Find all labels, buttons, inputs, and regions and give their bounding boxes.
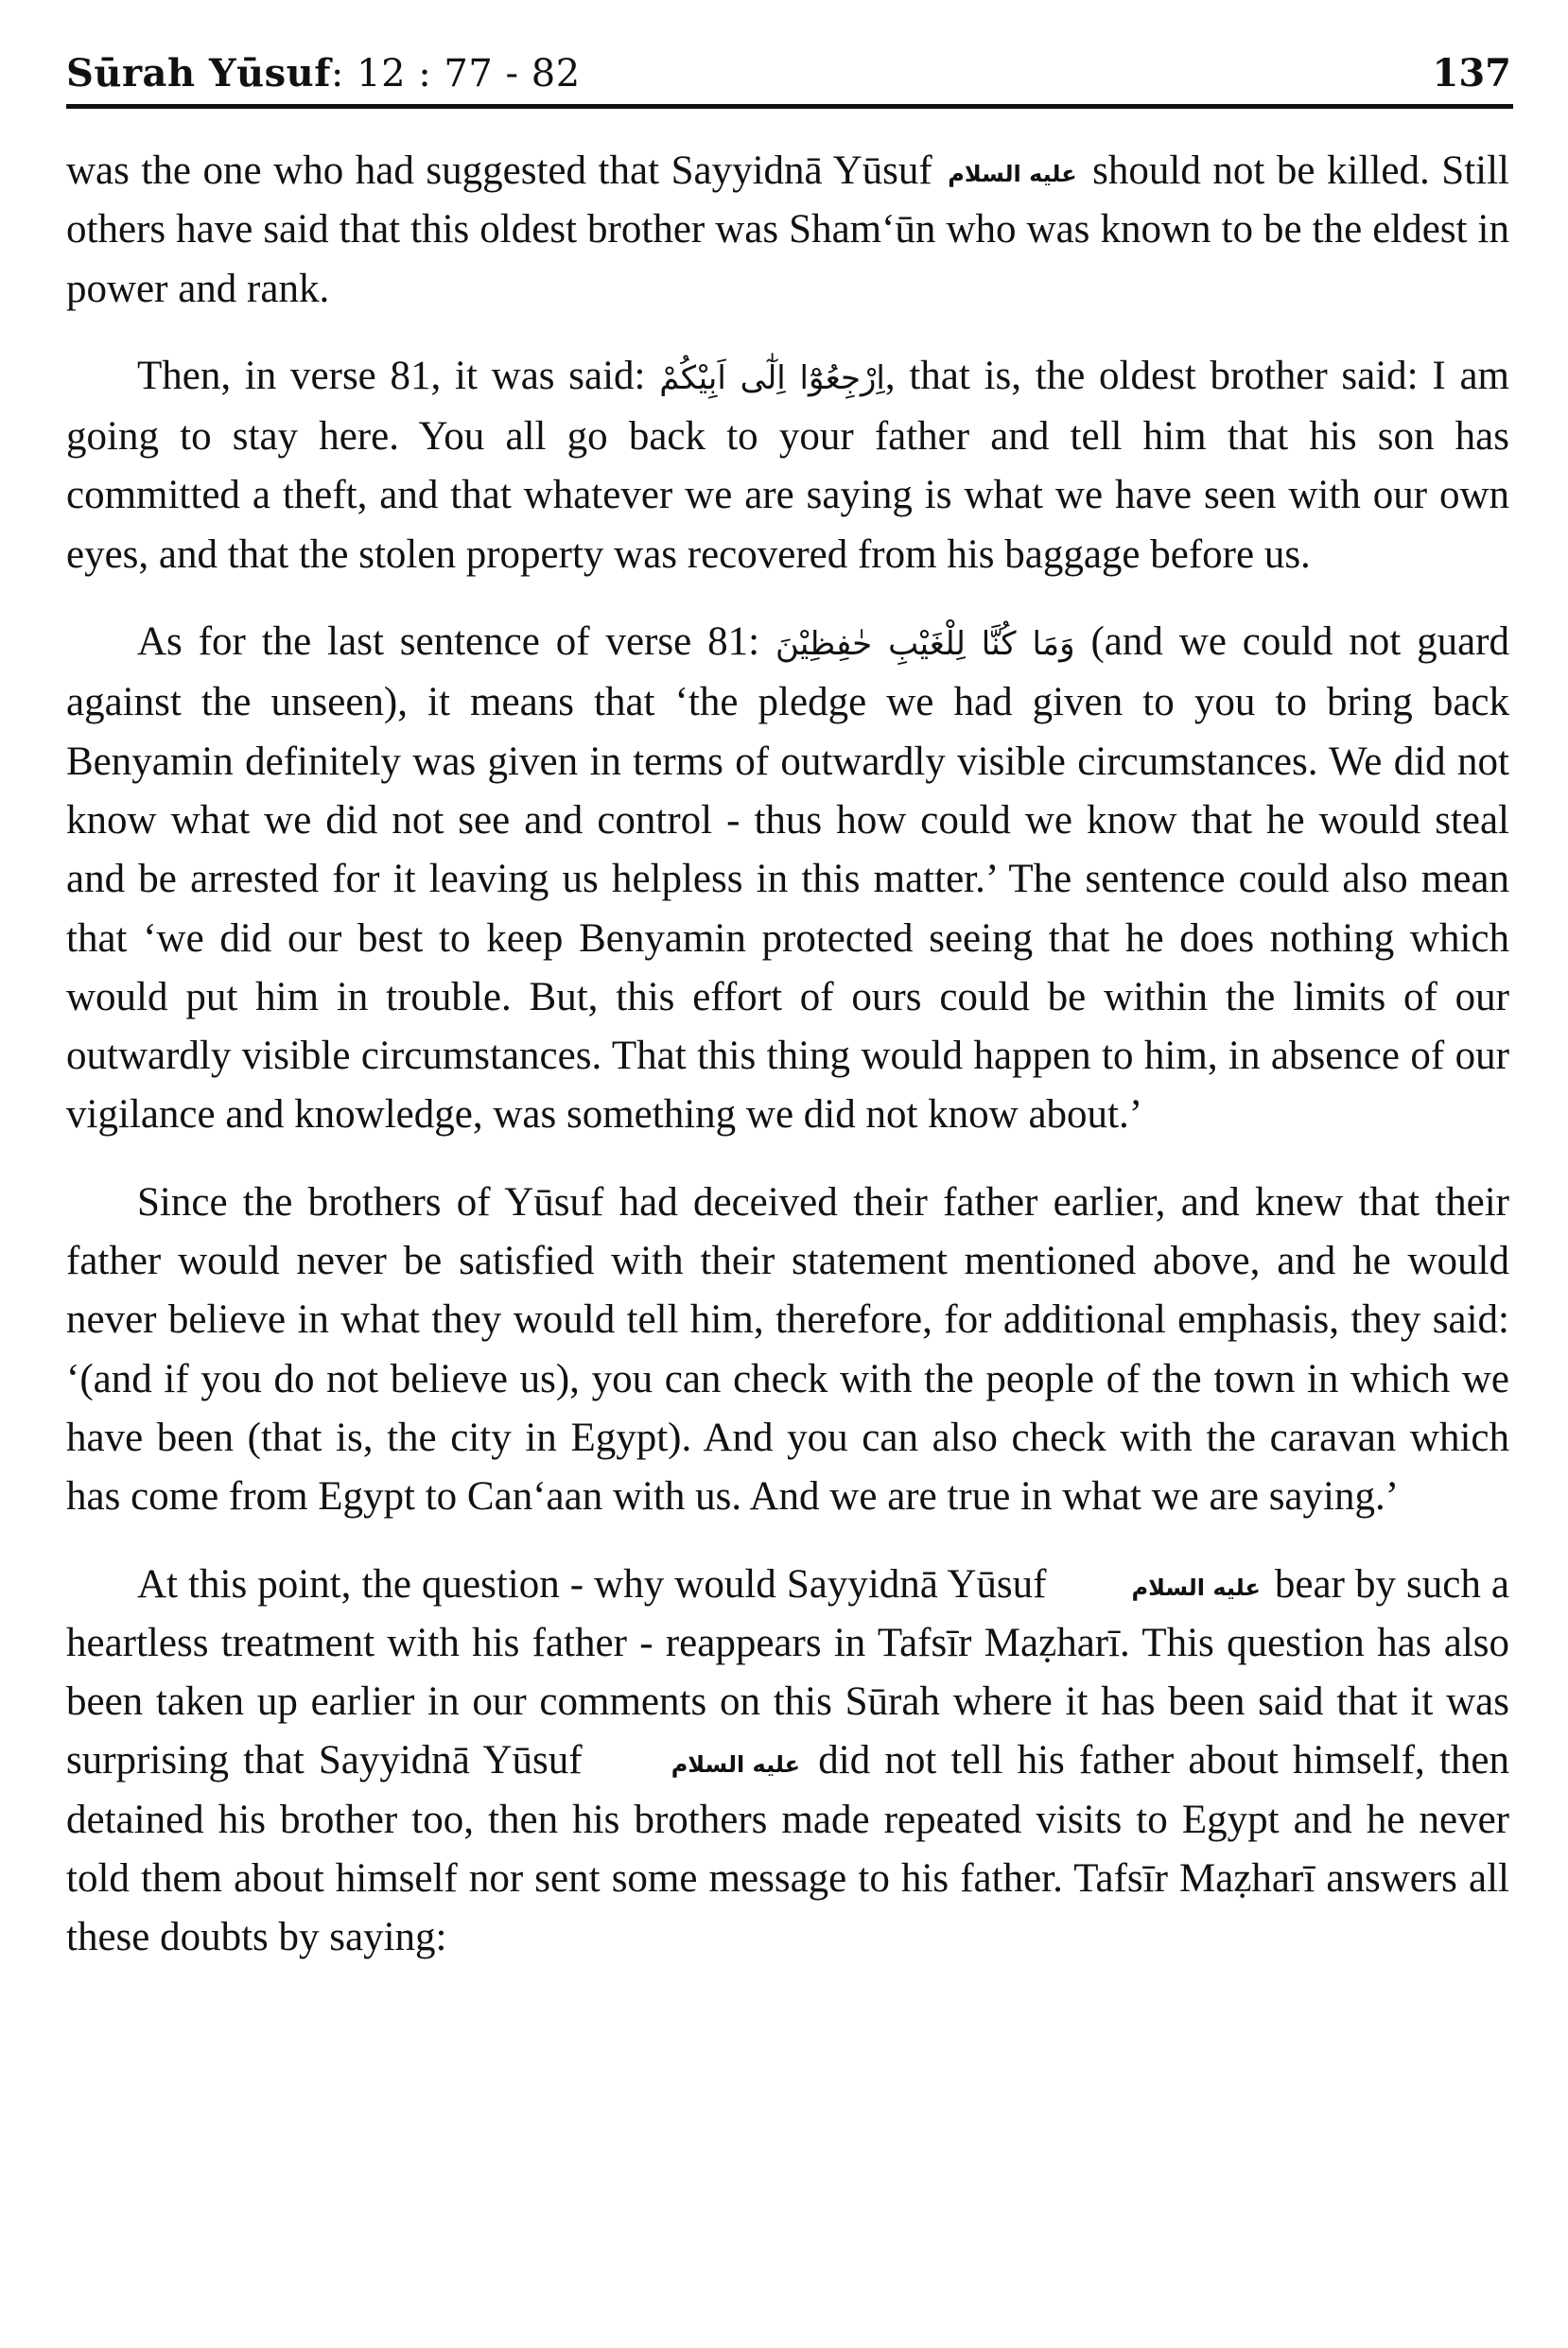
paragraph-text: should not be killed. Still others have said that this oldest brother was Sham‘ūn who was known to be the eldest in power and rank. [66, 148, 1509, 311]
page-header [66, 42, 1511, 104]
paragraph-text: At this point, the question - why would Sayyidnā Yūsuf [137, 1561, 1057, 1607]
header-rule [66, 104, 1513, 109]
surah-name: Sūrah Yūsuf [66, 51, 331, 96]
paragraph [66, 1174, 1509, 1527]
verse-reference: : 12 : 77 - 82 [330, 52, 581, 96]
paragraph [66, 613, 1509, 1145]
arabic-quotation: اِرْجِعُوْٓا اِلٰٓى اَبِيْكُمْ [659, 358, 885, 397]
body-text [66, 142, 1509, 1996]
page-number: 137 [1432, 51, 1511, 96]
honorific-glyph: عليه السلام [1131, 1574, 1261, 1601]
running-head [66, 51, 581, 96]
arabic-quotation: وَمَا كُنَّا لِلْغَيْبِ حٰفِظِيْنَ [775, 625, 1075, 664]
paragraph-text: Since the brothers of Yūsuf had deceived their father earlier, and knew that their father would never be satisfied with their statement mentioned above, and he would never believe in what they would tell him, therefore, for additional emphasis, they said: ‘(and if you do not believe us), you can check with the people of the town in which we have been (that is, the city in Egypt). And you can also check with the caravan which has come from Egypt to Can‘aan with us. And we are true in what we are saying.’ [66, 1179, 1509, 1520]
paragraph-text: did not tell his father about himself, then detained his brother too, then his brothers made repeated visits to Egypt and he never told them about himself nor sent some message to his father. Tafsīr Maẓharī answers all these doubts by saying: [66, 1738, 1509, 1960]
honorific-glyph: عليه السلام [671, 1750, 801, 1778]
paragraph-text: Then, in verse 81, it was said: [137, 353, 660, 398]
paragraph [66, 142, 1509, 319]
paragraph [66, 347, 1509, 584]
paragraph-text: was the one who had suggested that Sayyidnā Yūsuf [66, 148, 945, 193]
honorific-glyph: عليه السلام [948, 161, 1077, 188]
paragraph-text: bear by such a heartless treatment with his father - reappears in Tafsīr Maẓharī. This question has also been taken up earlier in our comments on this Sūrah where it has been said that it was surprising that Sayyidnā Yūsuf [66, 1561, 1509, 1783]
paragraph-text: , that is, the oldest brother said: I am going to stay here. You all go back to your father and tell him that his son has committed a theft, and that whatever we are saying is what we have seen with our own eyes, and that the stolen property was recovered from his baggage before us. [66, 353, 1509, 577]
paragraph-text: (and we could not guard against the unseen), it means that ‘the pledge we had given to you to bring back Benyamin definitely was given in terms of outwardly visible circumstances. We did not know what we did not see and control - thus how could we know that he would steal and be arrested for it leaving us helpless in this matter.’ The sentence could also mean that ‘we did our best to keep Benyamin protected seeing that he does nothing which would put him in trouble. But, this effort of ours could be within the limits of our outwardly visible circumstances. That this thing would happen to him, in absence of our vigilance and knowledge, was something we did not know about.’ [66, 619, 1510, 1138]
paragraph-text: As for the last sentence of verse 81: [137, 619, 775, 665]
paragraph [66, 1556, 1509, 1968]
